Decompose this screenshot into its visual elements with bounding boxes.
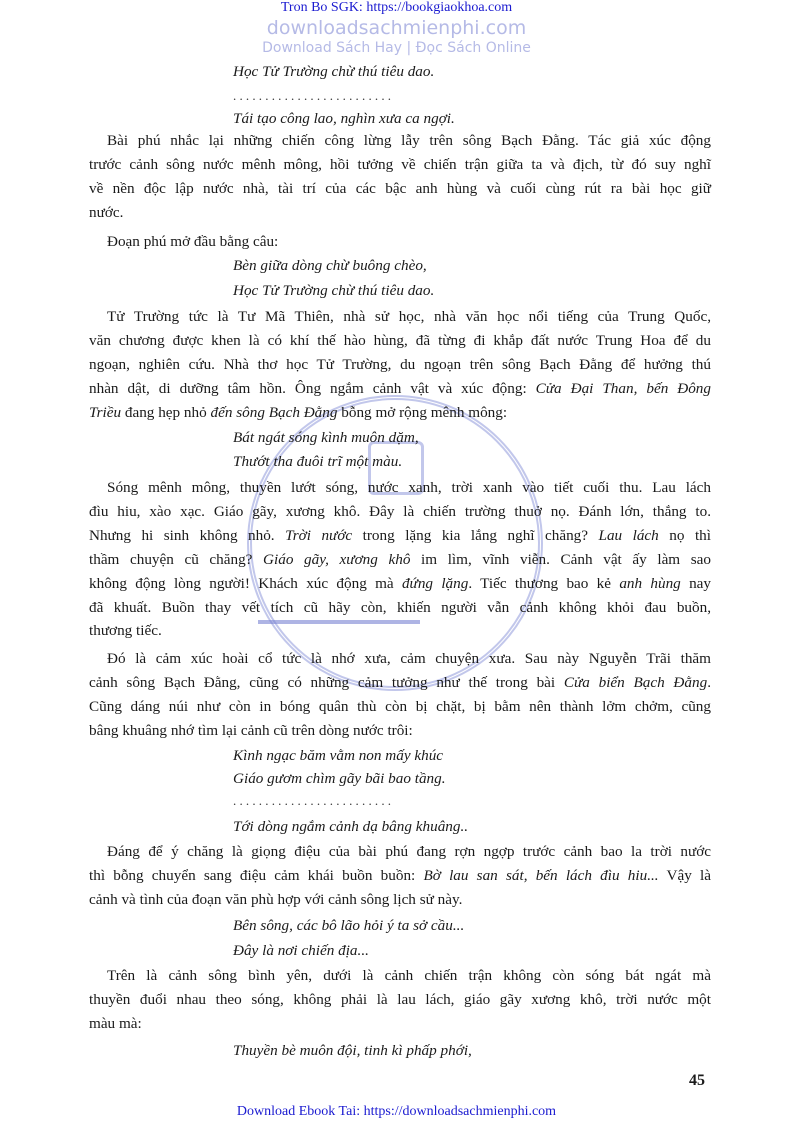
italic-quote: Cửa Đại Than, bến Đông (535, 379, 711, 397)
italic-quote: Trời nước (285, 526, 353, 544)
footer-link[interactable]: Download Ebook Tai: https://downloadsachmienphi.com (236, 1104, 557, 1119)
verse-line: Học Tử Trường chừ thú tiêu dao. (233, 282, 435, 299)
text-run: Cũng dáng núi như còn in bóng quân thù còn bị chặt, bị bằm nên thành lởm chởm, cũng (89, 697, 711, 715)
ellipsis-divider: ......................... (233, 793, 395, 808)
text-run: bỗng mở rộng mênh mông: (337, 403, 508, 421)
paragraph-line (89, 355, 711, 375)
text-run: Đoạn phú mở đầu bằng câu: (107, 233, 279, 250)
text-run: Nhưng hi sinh không nhỏ. (89, 526, 286, 544)
text-run: trước cảnh sông nước mênh mông, hồi tưởng về chiến trận giữa ta và địch, từ đó suy nghĩ (89, 155, 711, 173)
text-run: đìu hiu, xào xạc. Giáo gãy, xương khô. Đây là chiến trường thuở nọ. Đánh lớn, thắng to. (89, 502, 711, 520)
text-run: về nền độc lập nước nhà, tài trí của các bậc anh hùng và cuối cùng rút ra bài học giữ (89, 179, 711, 197)
paragraph-line (89, 842, 711, 862)
text-run: đã khuất. Buồn thay vết tích cũ hãy còn, khiến người vẫn cảnh không khỏi đau buồn, (89, 598, 711, 616)
italic-quote: Lau lách (598, 526, 659, 544)
text-run: . (707, 673, 711, 691)
paragraph-line (89, 621, 711, 641)
text-run: Đó là cảm xúc hoài cổ tức là nhớ xưa, cảm chuyện xưa. Sau này Nguyễn Trãi thăm (107, 650, 711, 667)
header-link[interactable]: Tron Bo SGK: https://bookgiaokhoa.com (280, 0, 513, 15)
text-run: Trên là cảnh sông bình yên, dưới là cảnh chiến trận không còn sóng bát ngát mà (107, 967, 711, 984)
text-run: bâng khuâng nhớ tìm lại cảnh cũ trên dòng nước trôi: (89, 721, 413, 739)
text-run: thuyền đuổi nhau theo sóng, không phải là lau lách, giáo gãy xương khô, trời nước một (89, 990, 711, 1008)
verse-line: Thuyền bè muôn đội, tinh kì phấp phới, (233, 1042, 472, 1059)
paragraph-line (89, 574, 711, 594)
italic-quote: đứng lặng (401, 574, 469, 592)
paragraph-line (89, 866, 711, 886)
verse-line: Tới dòng ngắm cảnh dạ bâng khuâng.. (233, 818, 469, 835)
italic-quote: Cửa biển Bạch Đằng (563, 673, 708, 691)
text-run: cảnh và tình của đoạn văn phù hợp với cảnh sông lịch sử này. (89, 890, 463, 908)
paragraph-line (89, 1014, 711, 1034)
text-run: Tử Trường tức là Tư Mã Thiên, nhà sử học, nhà văn học nổi tiếng của Trung Quốc, (107, 308, 711, 325)
paragraph-line (89, 990, 711, 1010)
verse-line: Giáo gươm chìm gãy bãi bao tầng. (233, 770, 446, 787)
text-run: ngoạn, nghiên cứu. Nhà thơ học Tử Trường, du ngoạn trên sông Bạch Đằng để hưởng thú (89, 355, 711, 373)
text-run: Sóng mênh mông, thuyền lướt sóng, nước xanh, trời xanh vào tiết cuối thu. Lau lách (107, 479, 711, 496)
paragraph-line (89, 478, 711, 498)
page-number: 45 (689, 1072, 705, 1089)
paragraph-line (89, 307, 711, 327)
text-run: đang hẹp nhỏ (121, 403, 211, 421)
ellipsis-divider: ......................... (233, 88, 395, 103)
verse-line: Kình ngạc băm vằm non mấy khúc (233, 747, 444, 764)
text-run: Vậy là (658, 866, 711, 884)
text-run: nhàn dật, di dưỡng tâm hồn. Ông ngắm cảnh vật và xúc động: (89, 379, 536, 397)
text-run: cảnh sông Bạch Đằng, cũng có những cảm tưởng như thế trong bài (89, 673, 564, 691)
watermark-tagline: Download Sách Hay | Đọc Sách Online (262, 40, 531, 56)
paragraph-line (89, 203, 711, 223)
italic-quote: Giáo gãy, xương khô (263, 550, 411, 568)
text-run: im lìm, vĩnh viễn. Cảnh vật ấy làm sao (410, 550, 711, 568)
paragraph-line (89, 649, 711, 669)
paragraph-line (89, 697, 711, 717)
text-run: nay (680, 574, 711, 592)
text-run: nước. (89, 203, 124, 221)
paragraph-line (89, 526, 711, 546)
paragraph-line (89, 966, 711, 986)
text-run: thầm chuyện cũ chăng? (89, 550, 264, 568)
paragraph-line (89, 502, 711, 522)
paragraph-line (89, 721, 711, 741)
text-run: Bài phú nhắc lại những chiến công lừng lẫy trên sông Bạch Đằng. Tác giả xúc động (107, 132, 711, 149)
text-run: thì bỗng chuyển sang điệu cảm khái buồn buồn: (89, 866, 424, 884)
italic-quote: Bờ lau san sát, bến lách đìu hiu... (423, 866, 659, 884)
italic-quote: đến sông Bạch Đằng (210, 403, 338, 421)
paragraph-line (89, 155, 711, 175)
text-run: thương tiếc. (89, 622, 162, 640)
paragraph-line (89, 179, 711, 199)
paragraph-line (89, 890, 711, 910)
paragraph-line (89, 550, 711, 570)
text-run: màu mà: (89, 1014, 142, 1032)
verse-line: Bên sông, các bô lão hỏi ý ta sở cầu... (233, 917, 465, 934)
paragraph-line (89, 131, 711, 151)
verse-line: Học Tử Trường chừ thú tiêu dao. (233, 63, 435, 80)
watermark-site: downloadsachmienphi.com (266, 17, 527, 39)
text-run: . Tiếc thương bao kẻ (468, 574, 620, 592)
paragraph-line (89, 379, 711, 399)
paragraph-line (89, 232, 711, 252)
verse-line: Tái tạo công lao, nghìn xưa ca ngợi. (233, 110, 455, 127)
text-run: văn chương được khen là có khí thế hào hùng, đã từng đi khắp đất nước Trung Hoa để du (89, 331, 711, 349)
italic-quote: anh hùng (619, 574, 681, 592)
text-run: không động lòng người! Khách xúc động mà (89, 574, 402, 592)
verse-line: Bát ngát sóng kình muôn dặm, (233, 429, 419, 446)
text-run: trong lặng kia lắng nghĩ chăng? (352, 526, 599, 544)
verse-line: Đây là nơi chiến địa... (233, 942, 369, 959)
verse-line: Thướt tha đuôi trĩ một màu. (233, 453, 403, 470)
text-run: nọ thì (658, 526, 711, 544)
italic-quote: Triều (89, 403, 122, 421)
paragraph-line (89, 403, 711, 423)
paragraph-line (89, 673, 711, 693)
verse-line: Bèn giữa dòng chừ buông chèo, (233, 257, 427, 274)
paragraph-line (89, 598, 711, 618)
paragraph-line (89, 331, 711, 351)
text-run: Đáng để ý chăng là giọng điệu của bài phú đang rợn ngợp trước cảnh bao la trời nước (107, 843, 711, 860)
